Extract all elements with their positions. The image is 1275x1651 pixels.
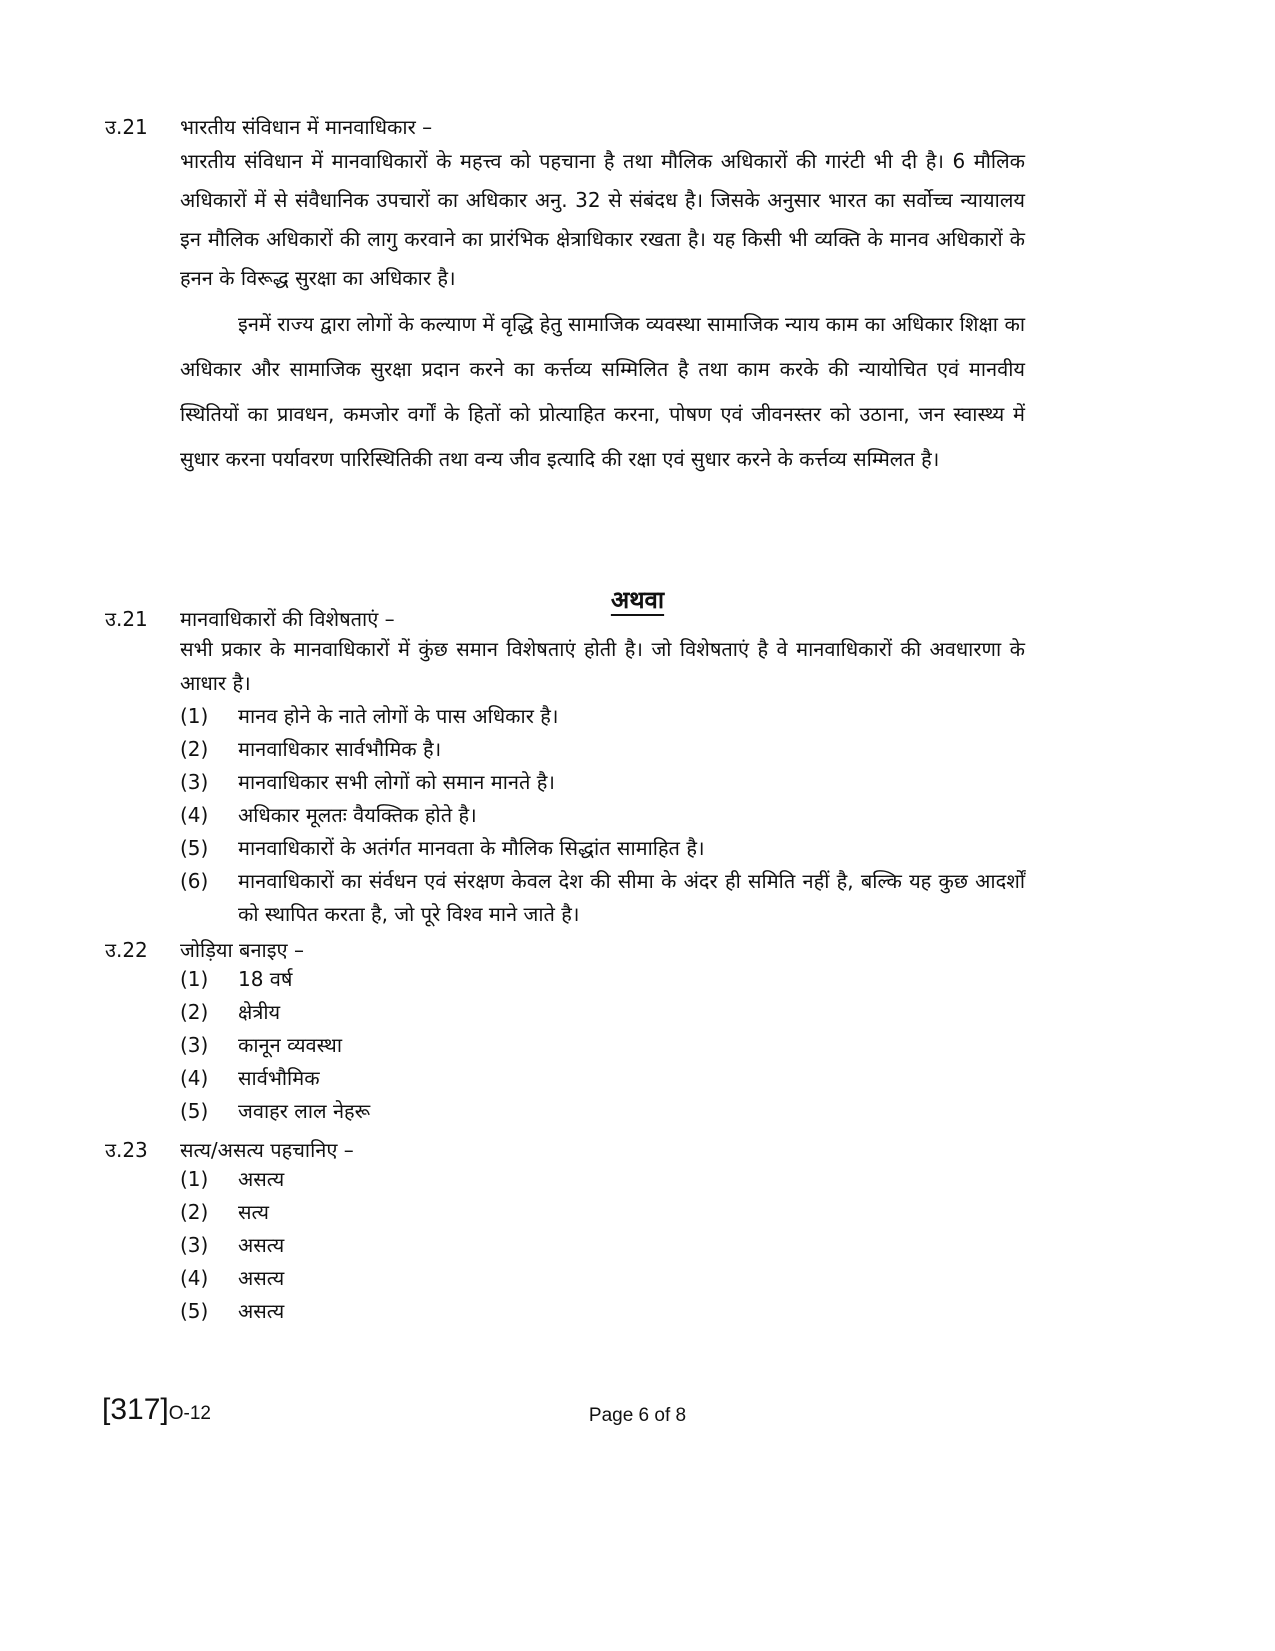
list-item: (5) असत्य	[180, 1299, 285, 1323]
list-item: (1) 18 वर्ष	[180, 967, 293, 991]
question-heading: मानवाधिकारों की विशेषताएं –	[180, 607, 395, 631]
list-item: (5) मानवाधिकारों के अतंर्गत मानवता के मौलिक सिद्धांत सामाहित है।	[180, 836, 705, 860]
paper-code: [317]O-12	[102, 1393, 211, 1426]
answer-paragraph: भारतीय संविधान में मानवाधिकारों के महत्त्व को पहचाना है तथा मौलिक अधिकारों की गारंटी भी दी है। 6 मौलिक अधिकारों में से संवैधानिक उपचारों का अधिकार अनु. 32 से संबंदध है। जिसके अनुसार भारत का सर्वोच्च न्यायालय इन मौलिक अधिकारों की लागु करवाने का प्रारंभिक क्षेत्राधिकार रखता है। यह किसी भी व्यक्ति के मानव अधिकारों के हनन के विरूद्ध सुरक्षा का अधिकार है।	[180, 149, 1025, 290]
list-item: (5) जवाहर लाल नेहरू	[180, 1099, 371, 1123]
list-item: (1) असत्य	[180, 1167, 285, 1191]
list-item: (4) अधिकार मूलतः वैयक्तिक होते है।	[180, 803, 477, 827]
answer-22-match-pairs	[105, 936, 1025, 1128]
list-item: (3) मानवाधिकार सभी लोगों को समान मानते है।	[180, 770, 555, 794]
answer-23-true-false	[105, 1136, 1025, 1328]
question-number: उ.23	[105, 1138, 148, 1162]
list-item: (1) मानव होने के नाते लोगों के पास अधिकार है।	[180, 704, 559, 728]
answer-21-human-rights-features	[105, 605, 1025, 931]
true-false-list	[180, 1163, 1025, 1328]
question-number: उ.21	[105, 607, 148, 631]
list-item: (2) क्षेत्रीय	[180, 1000, 281, 1024]
question-heading: जोड़िया बनाइए –	[180, 938, 304, 962]
match-list	[180, 963, 1025, 1128]
question-number: उ.22	[105, 938, 148, 962]
list-item: (4) सार्वभौमिक	[180, 1066, 320, 1090]
answer-paragraph: इनमें राज्य द्वारा लोगों के कल्याण में वृद्धि हेतु सामाजिक व्यवस्था सामाजिक न्याय काम का अधिकार शिक्षा का अधिकार और सामाजिक सुरक्षा प्रदान करने का कर्त्तव्य सम्मिलित है तथा काम करके की न्यायोचित एवं मानवीय स्थितियों का प्रावधन, कमजोर वर्गों के हितों को प्रोत्याहित करना, पोषण एवं जीवनस्तर को उठाना, जन स्वास्थ्य में सुधार करना पर्यावरण पारिस्थितिकी तथा वन्य जीव इत्यादि की रक्षा एवं सुधार करने के कर्त्तव्य सम्मिलत है।	[180, 312, 1025, 471]
or-separator: अथवा	[610, 586, 665, 614]
list-item: (2) सत्य	[180, 1200, 269, 1224]
page-number: Page 6 of 8	[588, 1405, 687, 1426]
question-number: उ.21	[105, 115, 148, 139]
question-heading: सत्य/असत्य पहचानिए –	[180, 1138, 354, 1162]
list-item: (3) कानून व्यवस्था	[180, 1033, 342, 1057]
list-item: (6) मानवाधिकारों का संर्वधन एवं संरक्षण केवल देश की सीमा के अंदर ही समिति नहीं है, बल्कि यह कुछ आदर्शों को स्थापित करता है, जो पूरे विश्व माने जाते है।	[180, 869, 1025, 926]
list-item: (3) असत्य	[180, 1233, 285, 1257]
answer-paragraph: सभी प्रकार के मानवाधिकारों में कुंछ समान विशेषताएं होती है। जो विशेषताएं है वे मानवाधिकारों की अवधारणा के आधार है।	[180, 637, 1025, 695]
list-item: (2) मानवाधिकार सार्वभौमिक है।	[180, 737, 442, 761]
question-heading: भारतीय संविधान में मानवाधिकार –	[180, 115, 433, 139]
list-item: (4) असत्य	[180, 1266, 285, 1290]
features-list	[180, 700, 1025, 931]
answer-21-human-rights-constitution	[105, 113, 1025, 482]
